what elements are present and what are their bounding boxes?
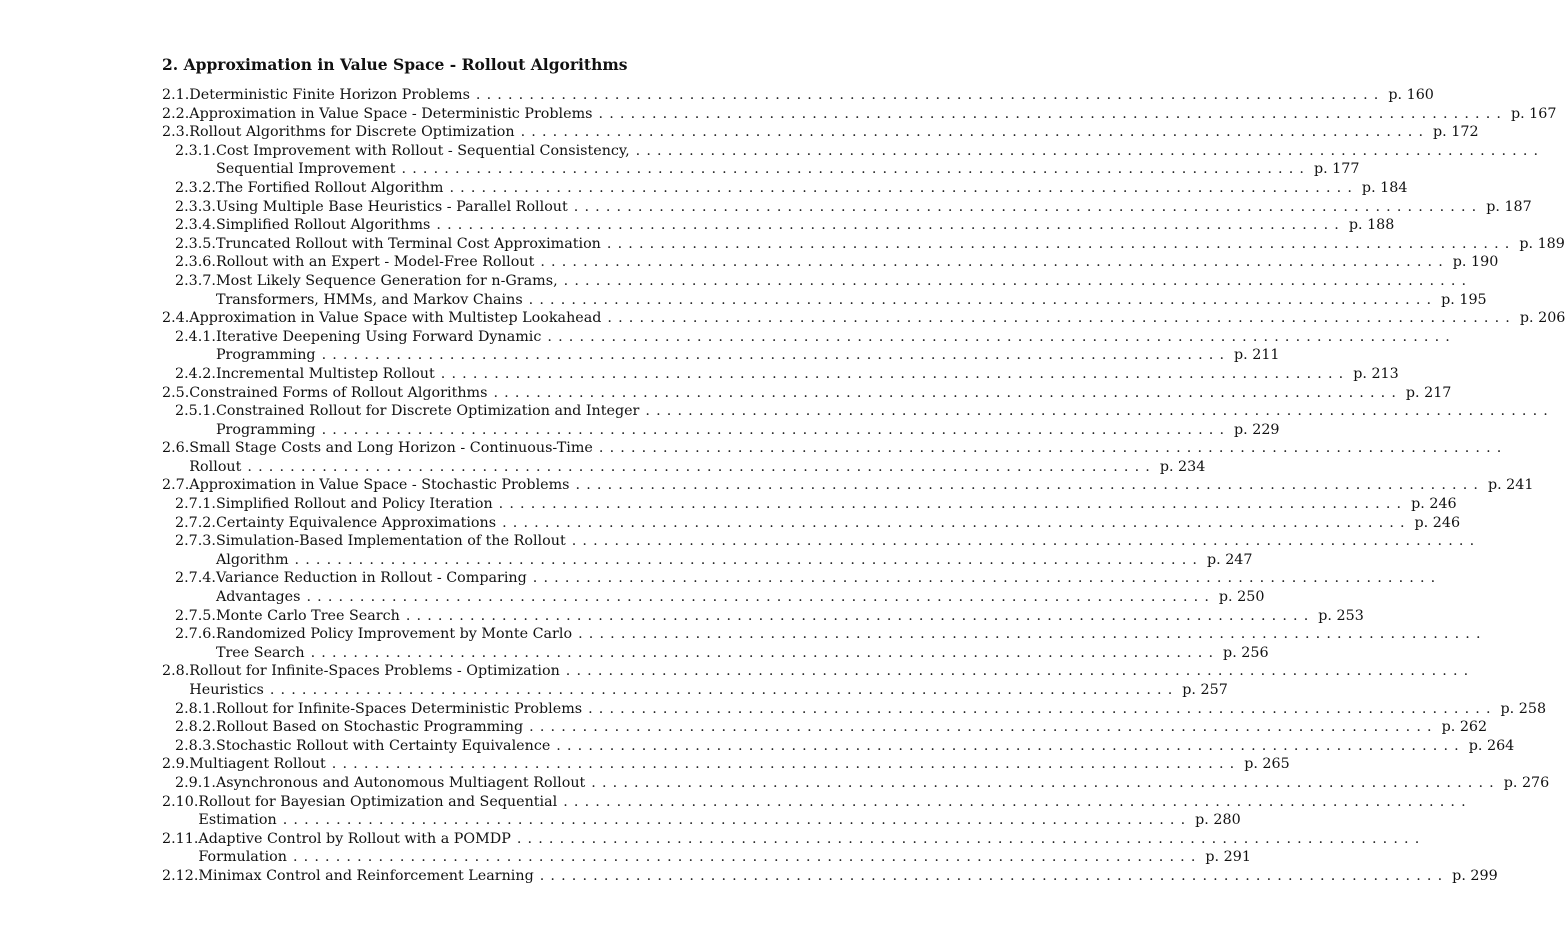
- toc-entry[interactable]: [162, 718, 1488, 737]
- toc-entry-line: [162, 625, 666, 644]
- toc-entry-title: Rollout for Infinite-Spaces Problems - Optimization: [189, 663, 560, 680]
- toc-entry-number: 2.8.: [162, 663, 190, 680]
- toc-entry-line: [162, 105, 1557, 124]
- toc-entry-number: 2.2.: [162, 105, 190, 122]
- toc-entry[interactable]: [162, 179, 1408, 198]
- toc-page: [162, 54, 1565, 886]
- toc-entry-page: p. 195: [1441, 291, 1487, 308]
- toc-entry-line: [162, 328, 666, 347]
- toc-entry[interactable]: [162, 123, 1479, 142]
- toc-entry-line: [162, 309, 1565, 328]
- toc-entry-number: 2.7.1.: [175, 496, 216, 513]
- toc-entry-title: Constrained Rollout for Discrete Optimization and Integer: [215, 403, 640, 420]
- toc-entry-title: Transformers, HMMs, and Markov Chains: [215, 291, 523, 308]
- toc-entry-title: The Fortified Rollout Algorithm: [215, 179, 444, 196]
- toc-entry[interactable]: [162, 253, 1499, 272]
- toc-entry-number: 2.3.4.: [175, 217, 216, 234]
- toc-entry-number: 2.3.5.: [175, 235, 216, 252]
- toc-entry-page: p. 250: [1218, 589, 1265, 606]
- toc-entry-line: [162, 198, 1532, 217]
- toc-entry-page: p. 265: [1244, 756, 1290, 773]
- leader-dots: [534, 253, 1452, 272]
- leader-dots: [550, 737, 1468, 756]
- toc-entry-title: Approximation in Value Space - Stochastic Problems: [189, 477, 570, 494]
- leader-dots: [487, 384, 1405, 403]
- toc-entry-title: Approximation in Value Space with Multistep Lookahead: [189, 310, 602, 327]
- toc-entry-title: Programming: [215, 347, 316, 364]
- toc-entry-number: 2.4.2.: [175, 365, 216, 382]
- toc-entry-continuation-line: [162, 346, 1280, 365]
- toc-entry-number: 2.7.2.: [175, 514, 216, 531]
- toc-entry-line: [162, 607, 1364, 626]
- leader-dots: [570, 476, 1488, 495]
- toc-entry-continuation-line: [162, 848, 1251, 867]
- toc-entry-title: Certainty Equivalence Approximations: [215, 514, 497, 531]
- leader-dots: [430, 216, 1348, 235]
- toc-entry-title: Small Stage Costs and Long Horizon - Continuous-Time: [189, 440, 593, 457]
- toc-entry-page: p. 264: [1468, 737, 1515, 754]
- leader-dots: [396, 160, 1314, 179]
- toc-entry-page: p. 211: [1234, 347, 1280, 364]
- toc-entry-title: Variance Reduction in Rollout - Comparing: [215, 570, 527, 587]
- toc-entry-title: Advantages: [215, 589, 301, 606]
- toc-entry[interactable]: [162, 830, 1251, 867]
- toc-entry-title: Rollout for Infinite-Spaces Deterministic Problems: [215, 700, 583, 717]
- toc-entry-line: [162, 867, 1498, 886]
- leader-dots: [566, 532, 1484, 551]
- toc-entry[interactable]: [162, 402, 1280, 439]
- toc-entry-page: p. 241: [1487, 477, 1534, 494]
- leader-dots: [593, 439, 1511, 458]
- toc-entry-title: Most Likely Sequence Generation for n-Grams,: [215, 272, 558, 289]
- leader-dots: [511, 830, 1429, 849]
- toc-entry-page: p. 167: [1510, 105, 1557, 122]
- toc-entry-line: [162, 384, 1452, 403]
- toc-entry-line: [162, 662, 666, 681]
- toc-entry-title: Constrained Forms of Rollout Algorithms: [189, 384, 488, 401]
- toc-entry-line: [162, 700, 1547, 719]
- toc-entry-page: p. 256: [1223, 644, 1269, 661]
- leader-dots: [496, 514, 1414, 533]
- toc-entry[interactable]: [162, 216, 1395, 235]
- toc-entry[interactable]: [162, 86, 1434, 105]
- toc-entry-number: 2.9.1.: [175, 774, 216, 791]
- toc-entry[interactable]: [162, 755, 1290, 774]
- leader-dots: [435, 365, 1353, 384]
- toc-entry-line: [162, 569, 666, 588]
- toc-entry-title: Iterative Deepening Using Forward Dynamic: [215, 328, 542, 345]
- toc-entry-number: 2.3.3.: [175, 198, 216, 215]
- toc-entry[interactable]: [162, 439, 1206, 476]
- toc-entry-title: Rollout for Bayesian Optimization and Sequential: [198, 793, 558, 810]
- toc-entry-page: p. 187: [1486, 198, 1532, 215]
- leader-dots: [523, 718, 1441, 737]
- toc-entry[interactable]: [162, 625, 1269, 662]
- toc-entry-continuation-line: [162, 160, 1360, 179]
- leader-dots: [560, 662, 1478, 681]
- leader-dots: [534, 867, 1452, 886]
- toc-entry-line: [162, 123, 1479, 142]
- toc-entry-page: p. 190: [1452, 254, 1499, 271]
- leader-dots: [316, 346, 1234, 365]
- toc-entry-title: Adaptive Control by Rollout with a POMDP: [198, 830, 511, 847]
- toc-entry[interactable]: [162, 384, 1452, 403]
- toc-entry-page: p. 177: [1313, 161, 1360, 178]
- leader-dots: [572, 625, 1490, 644]
- toc-entry-line: [162, 86, 1434, 105]
- toc-entry[interactable]: [162, 774, 1550, 793]
- leader-dots: [277, 811, 1195, 830]
- toc-entry-title: Stochastic Rollout with Certainty Equivalence: [215, 737, 551, 754]
- toc-entry-line: [162, 235, 1565, 254]
- toc-entry[interactable]: [162, 235, 1565, 254]
- toc-entry-line: [162, 272, 666, 291]
- toc-entry-number: 2.6.: [162, 440, 190, 457]
- toc-entry-number: 2.12.: [162, 867, 199, 884]
- toc-list: [162, 86, 1565, 886]
- toc-entry-line: [162, 718, 1488, 737]
- toc-entry-page: p. 206: [1519, 310, 1565, 327]
- toc-entry-line: [162, 830, 666, 849]
- toc-entry-number: 2.7.5.: [175, 607, 216, 624]
- leader-dots: [582, 700, 1500, 719]
- toc-entry-page: p. 280: [1195, 812, 1241, 829]
- toc-entry[interactable]: [162, 793, 1241, 830]
- toc-entry-number: 2.1.: [162, 87, 190, 103]
- toc-entry-number: 2.5.: [162, 384, 190, 401]
- toc-entry-title: Rollout Algorithms for Discrete Optimization: [189, 124, 515, 141]
- toc-entry-title: Using Multiple Base Heuristics - Parallel Rollout: [215, 198, 568, 215]
- leader-dots: [400, 607, 1318, 626]
- leader-dots: [527, 569, 1445, 588]
- toc-entry-title: Truncated Rollout with Terminal Cost Approximation: [215, 235, 601, 252]
- toc-entry-title: Rollout: [189, 458, 242, 475]
- toc-entry-line: [162, 793, 666, 812]
- toc-entry-page: p. 213: [1353, 365, 1399, 382]
- toc-entry-title: Sequential Improvement: [215, 161, 396, 178]
- toc-entry-number: 2.7.3.: [175, 533, 216, 550]
- toc-entry-line: [162, 253, 1499, 272]
- toc-entry-title: Heuristics: [189, 682, 264, 698]
- toc-entry-page: p. 160: [1388, 87, 1434, 103]
- toc-entry-line: [162, 365, 1399, 384]
- leader-dots: [326, 755, 1244, 774]
- chapter-title: 2. Approximation in Value Space - Rollout Algorithms: [162, 55, 628, 74]
- toc-entry-line: [162, 179, 1408, 198]
- toc-entry-line: [162, 755, 1290, 774]
- toc-entry[interactable]: [162, 476, 1534, 495]
- toc-entry-title: Deterministic Finite Horizon Problems: [189, 87, 470, 103]
- toc-entry-continuation-line: [162, 681, 1228, 700]
- toc-entry-title: Asynchronous and Autonomous Multiagent Rollout: [215, 774, 586, 791]
- toc-entry[interactable]: [162, 328, 1280, 365]
- leader-dots: [630, 142, 1548, 161]
- leader-dots: [316, 421, 1234, 440]
- toc-entry-number: 2.8.2.: [175, 719, 216, 736]
- toc-entry-title: Algorithm: [215, 551, 289, 568]
- toc-entry-title: Tree Search: [215, 644, 305, 661]
- leader-dots: [568, 198, 1486, 217]
- toc-entry-title: Simplified Rollout and Policy Iteration: [215, 496, 493, 513]
- toc-entry[interactable]: [162, 142, 1360, 179]
- toc-entry-number: 2.8.3.: [175, 737, 216, 754]
- leader-dots: [241, 458, 1159, 477]
- leader-dots: [264, 681, 1182, 700]
- toc-entry-number: 2.11.: [162, 830, 199, 847]
- leader-dots: [601, 309, 1519, 328]
- leader-dots: [515, 123, 1433, 142]
- toc-entry-number: 2.3.7.: [175, 272, 216, 289]
- toc-entry-title: Monte Carlo Tree Search: [215, 607, 400, 624]
- leader-dots: [305, 644, 1223, 663]
- toc-entry-page: p. 299: [1452, 867, 1498, 884]
- toc-entry-title: Simulation-Based Implementation of the Rollout: [215, 533, 566, 550]
- toc-entry[interactable]: [162, 309, 1565, 328]
- toc-entry[interactable]: [162, 514, 1461, 533]
- leader-dots: [557, 793, 1475, 812]
- leader-dots: [493, 495, 1411, 514]
- toc-entry-page: p. 253: [1318, 607, 1364, 624]
- toc-entry-line: [162, 495, 1457, 514]
- toc-entry-continuation-line: [162, 291, 1487, 310]
- toc-entry-continuation-line: [162, 458, 1206, 477]
- toc-entry-title: Approximation in Value Space - Deterministic Problems: [189, 105, 593, 122]
- leader-dots: [601, 235, 1519, 254]
- leader-dots: [300, 588, 1218, 607]
- toc-entry-title: Rollout with an Expert - Model-Free Rollout: [215, 254, 535, 271]
- toc-entry[interactable]: [162, 607, 1364, 626]
- toc-entry[interactable]: [162, 272, 1487, 309]
- leader-dots: [470, 86, 1388, 105]
- toc-entry-line: [162, 439, 666, 458]
- toc-entry-number: 2.4.: [162, 310, 190, 327]
- leader-dots: [443, 179, 1361, 198]
- toc-entry-title: Rollout Based on Stochastic Programming: [215, 719, 524, 736]
- leader-dots: [593, 105, 1511, 124]
- toc-entry-title: Simplified Rollout Algorithms: [215, 217, 431, 234]
- toc-entry-page: p. 189: [1519, 235, 1565, 252]
- toc-entry-title: Minimax Control and Reinforcement Learning: [198, 867, 534, 884]
- toc-entry-continuation-line: [162, 811, 1241, 830]
- toc-entry-page: p. 246: [1411, 496, 1457, 513]
- toc-entry-page: p. 188: [1348, 217, 1395, 234]
- toc-entry-page: p. 172: [1433, 124, 1479, 141]
- toc-entry-line: [162, 476, 1534, 495]
- leader-dots: [523, 291, 1441, 310]
- toc-entry-number: 2.7.6.: [175, 626, 216, 643]
- toc-entry-number: 2.9.: [162, 756, 190, 773]
- leader-dots: [639, 402, 1557, 421]
- toc-entry-title: Cost Improvement with Rollout - Sequential Consistency,: [215, 142, 630, 159]
- toc-entry-continuation-line: [162, 588, 1265, 607]
- toc-entry-line: [162, 532, 666, 551]
- toc-entry-page: p. 257: [1182, 682, 1228, 698]
- toc-entry-number: 2.3.: [162, 124, 190, 141]
- toc-entry[interactable]: [162, 365, 1399, 384]
- toc-entry-page: p. 262: [1441, 719, 1488, 736]
- toc-entry[interactable]: [162, 198, 1532, 217]
- toc-entry-page: p. 276: [1503, 774, 1550, 791]
- leader-dots: [585, 774, 1503, 793]
- toc-entry[interactable]: [162, 105, 1557, 124]
- toc-entry-page: p. 258: [1500, 700, 1547, 717]
- toc-entry[interactable]: [162, 700, 1547, 719]
- toc-entry-number: 2.3.2.: [175, 179, 216, 196]
- toc-entry-number: 2.3.1.: [175, 142, 216, 159]
- toc-entry-title: Estimation: [198, 812, 277, 829]
- toc-entry-line: [162, 774, 1550, 793]
- toc-entry-continuation-line: [162, 551, 1253, 570]
- toc-entry-page: p. 246: [1414, 514, 1461, 531]
- toc-entry-title: Randomized Policy Improvement by Monte Carlo: [215, 626, 573, 643]
- toc-entry-page: p. 291: [1205, 849, 1251, 866]
- toc-entry-title: Multiagent Rollout: [189, 756, 326, 773]
- toc-entry-number: 2.10.: [162, 793, 199, 810]
- toc-entry-page: p. 247: [1206, 551, 1253, 568]
- toc-entry-page: p. 234: [1159, 458, 1206, 475]
- toc-entry[interactable]: [162, 495, 1457, 514]
- toc-entry-line: [162, 216, 1395, 235]
- toc-entry-title: Programming: [215, 421, 316, 438]
- toc-entry-number: 2.3.6.: [175, 254, 216, 271]
- toc-entry-number: 2.7.4.: [175, 570, 216, 587]
- toc-entry-page: p. 184: [1361, 179, 1408, 196]
- toc-entry-title: Formulation: [198, 849, 287, 866]
- toc-entry[interactable]: [162, 532, 1253, 569]
- toc-entry-number: 2.4.1.: [175, 328, 216, 345]
- toc-entry-line: [162, 737, 1515, 756]
- toc-entry-continuation-line: [162, 644, 1269, 663]
- leader-dots: [287, 848, 1205, 867]
- toc-entry[interactable]: [162, 867, 1498, 886]
- toc-entry-line: [162, 142, 666, 161]
- toc-entry-title: Incremental Multistep Rollout: [215, 365, 435, 382]
- leader-dots: [541, 328, 1459, 347]
- leader-dots: [289, 551, 1207, 570]
- leader-dots: [558, 272, 1476, 291]
- toc-entry[interactable]: [162, 737, 1515, 756]
- toc-entry-page: p. 229: [1234, 421, 1280, 438]
- toc-entry-number: 2.5.1.: [175, 403, 216, 420]
- toc-entry-number: 2.8.1.: [175, 700, 216, 717]
- toc-entry-number: 2.7.: [162, 477, 190, 494]
- toc-entry[interactable]: [162, 662, 1228, 699]
- toc-entry[interactable]: [162, 569, 1265, 606]
- toc-entry-line: [162, 402, 666, 421]
- toc-entry-line: [162, 514, 1461, 533]
- toc-entry-page: p. 217: [1405, 384, 1452, 401]
- toc-entry-continuation-line: [162, 421, 1280, 440]
